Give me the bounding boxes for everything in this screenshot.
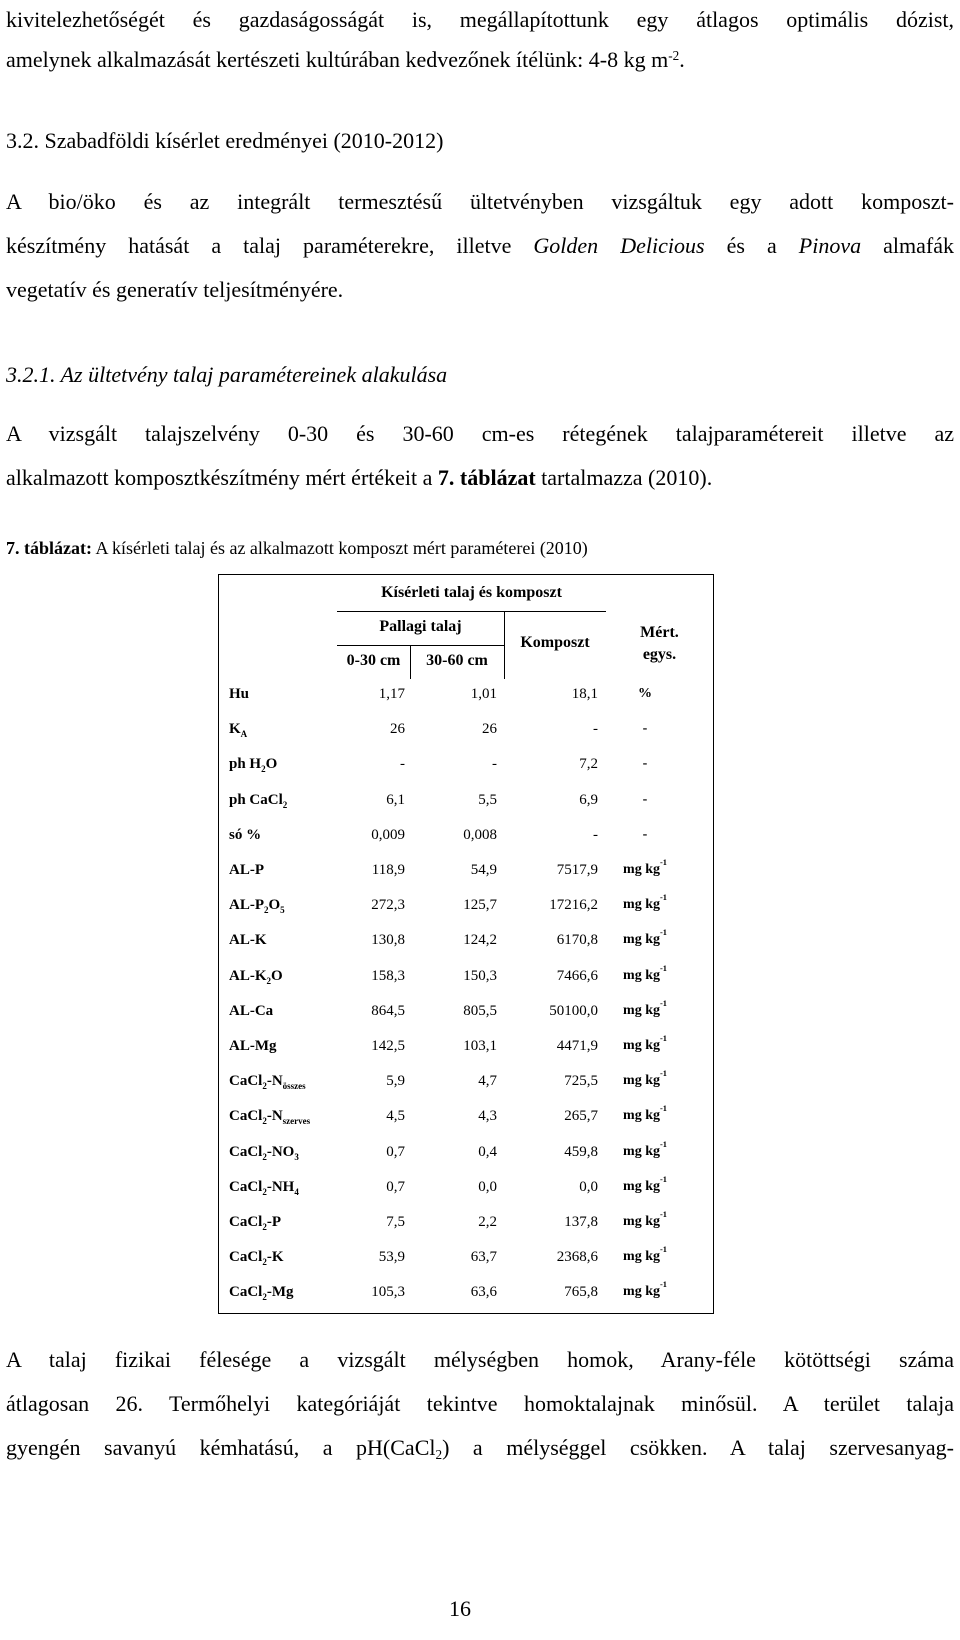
cell-30-60: 0,0	[478, 1178, 497, 1195]
cell-unit: -	[642, 826, 648, 842]
header-pallagi-talaj: Pallagi talaj	[379, 618, 462, 635]
cell-30-60: -	[492, 756, 497, 773]
cell-komposzt: 265,7	[564, 1108, 598, 1125]
cell-30-60: 4,7	[478, 1073, 497, 1090]
cell-0-30: 0,7	[386, 1143, 405, 1160]
section-title-text: 3.2. Szabadföldi kísérlet eredményei (2010-2012)	[6, 128, 444, 153]
cell-unit: mg $kg^{-1}$	[623, 998, 667, 1018]
closing-line-2	[6, 1384, 954, 1424]
cell-0-30: 1,17	[378, 686, 405, 702]
table-border-bottom	[218, 1313, 714, 1314]
cell-30-60: 125,7	[463, 897, 497, 914]
cell-komposzt: 17216,2	[549, 897, 598, 914]
row-label: $AL-P_2O_5$	[229, 897, 285, 916]
intro-text-1: kivitelezhetőségét és gazdaságosságát is, megállapítottunk egy átlagos optimális dózist,	[6, 7, 954, 32]
cell-unit: mg $kg^{-1}$	[623, 1210, 667, 1229]
cell-30-60: 2,2	[478, 1214, 497, 1230]
closing-line-3	[6, 1428, 954, 1471]
cell-komposzt: 7517,9	[556, 862, 598, 878]
cell-komposzt: 725,5	[564, 1073, 598, 1090]
cell-unit: %	[638, 686, 652, 701]
section-para-line-3	[6, 270, 954, 310]
cell-30-60: 0,008	[463, 826, 497, 843]
cell-30-60: 1,01	[470, 686, 497, 702]
row-label: CaCl$_2$-Mg	[229, 1284, 294, 1303]
section-para-line-1	[6, 182, 954, 222]
row-label: ph CaCl$_2$	[229, 791, 288, 810]
intro-superscript: -2	[668, 48, 680, 63]
row-label: só %	[229, 826, 262, 843]
subsection-para-line-1	[6, 414, 954, 454]
cell-0-30: 864,5	[371, 1002, 405, 1019]
cell-0-30: 118,9	[371, 862, 405, 878]
row-label: Hu	[229, 686, 250, 702]
cell-unit: mg $kg^{-1}$	[623, 928, 667, 948]
cell-0-30: 7,5	[386, 1214, 405, 1230]
cell-0-30: 272,3	[371, 897, 405, 914]
section-para-text-2c: almafák	[861, 233, 954, 258]
cell-30-60: 5,5	[478, 791, 497, 808]
row-label: AL-P	[229, 862, 264, 878]
cell-unit: mg $kg^{-1}$	[623, 858, 667, 877]
intro-text-2a: amelynek alkalmazását kertészeti kultúrában kedvezőnek ítélünk: 4-8 kg m	[6, 47, 669, 72]
subsection-title	[6, 362, 447, 388]
cell-unit: mg $kg^{-1}$	[623, 893, 667, 913]
table-border-left	[218, 574, 219, 1313]
subsection-para-text-1: A vizsgált talajszelvény 0-30 és 30-60 cm-es rétegének talajparamétereit illetve az	[6, 421, 954, 446]
cell-unit: mg $kg^{-1}$	[623, 1069, 667, 1089]
cell-30-60: 103,1	[463, 1038, 497, 1054]
cell-unit: -	[642, 756, 648, 772]
section-para-line-2	[6, 226, 954, 266]
row-label: CaCl$_2$-P	[229, 1214, 282, 1232]
cell-komposzt: -	[593, 721, 598, 738]
closing-line-1	[6, 1340, 954, 1380]
cell-30-60: 54,9	[470, 862, 497, 878]
table-border-right	[713, 574, 714, 1313]
cell-komposzt: 4471,9	[556, 1038, 598, 1054]
row-label: $AL-K_2O$	[229, 967, 283, 986]
cell-unit: mg $kg^{-1}$	[623, 963, 667, 983]
closing-text-3a: gyengén savanyú kémhatású, a pH(CaCl	[6, 1435, 436, 1460]
cell-30-60: 805,5	[463, 1002, 497, 1019]
cell-komposzt: 2368,6	[556, 1249, 598, 1266]
cell-30-60: 124,2	[463, 932, 497, 949]
table-caption	[6, 538, 588, 559]
cell-komposzt: 459,8	[564, 1143, 598, 1160]
subsection-para-text-2b: tartalmazza (2010).	[535, 465, 713, 490]
row-label: $CaCl_2-NH_4$	[229, 1178, 299, 1197]
section-para-text-1: A bio/öko és az integrált termesztésű ültetvényben vizsgáltuk egy adott komposzt-	[6, 189, 954, 214]
row-label: $CaCl_2-N_{összes}$	[229, 1073, 306, 1092]
table-border-top	[218, 574, 713, 575]
cell-0-30: 26	[390, 721, 405, 738]
row-label: $CaCl_2-N_{szerves}$	[229, 1108, 311, 1127]
intro-line-1	[6, 0, 954, 40]
cell-0-30: 5,9	[386, 1073, 405, 1090]
cell-0-30: -	[400, 756, 405, 773]
header-rule-2	[337, 645, 504, 646]
cell-0-30: 142,5	[371, 1038, 405, 1054]
cell-30-60: 63,7	[470, 1249, 497, 1266]
cell-0-30: 0,009	[371, 826, 405, 843]
cell-30-60: 0,4	[478, 1143, 497, 1160]
cell-unit: mg $kg^{-1}$	[623, 1139, 667, 1159]
subsection-title-text: 3.2.1. Az ültetvény talaj paramétereinek alakulása	[6, 362, 448, 387]
cell-0-30: 105,3	[371, 1284, 405, 1301]
cell-komposzt: 765,8	[564, 1284, 598, 1301]
header-komposzt: Komposzt	[520, 634, 590, 651]
row-label: ph $H_2O$	[229, 756, 278, 775]
closing-subscript: 2	[435, 1447, 443, 1462]
variety-golden-delicious: Golden Delicious	[533, 233, 705, 258]
row-label: AL-Ca	[229, 1002, 274, 1019]
cell-unit: -	[642, 721, 648, 737]
cell-unit: -	[642, 791, 648, 807]
variety-pinova: Pinova	[798, 233, 862, 258]
header-30-60-cm: 30-60 cm	[426, 652, 488, 669]
subsection-para-text-2a: alkalmazott komposztkészítmény mért értékeit a	[6, 465, 438, 490]
cell-komposzt: 6170,8	[556, 932, 598, 949]
section-title	[6, 128, 443, 154]
closing-text-1: A talaj fizikai félesége a vizsgált mélységben homok, Arany-féle kötöttségi száma	[6, 1347, 954, 1372]
header-0-30-cm: 0-30 cm	[346, 652, 401, 669]
row-label: AL-K	[229, 932, 267, 949]
cell-komposzt: 7466,6	[556, 967, 598, 984]
cell-unit: mg $kg^{-1}$	[623, 1280, 667, 1300]
cell-komposzt: 7,2	[579, 756, 598, 773]
cell-unit: mg $kg^{-1}$	[623, 1034, 667, 1053]
header-rule-1	[337, 611, 606, 612]
cell-30-60: 4,3	[478, 1108, 497, 1125]
section-para-text-2a: készítmény hatását a talaj paraméterekre, illetve	[6, 233, 534, 258]
intro-text-2b: .	[679, 47, 685, 72]
table-reference: 7. táblázat	[437, 465, 536, 490]
cell-komposzt: 50100,0	[549, 1002, 598, 1019]
cell-30-60: 26	[482, 721, 497, 738]
cell-komposzt: 0,0	[579, 1178, 598, 1195]
header-unit-2: egys.	[642, 646, 677, 663]
cell-0-30: 130,8	[371, 932, 405, 949]
table-caption-number: 7. táblázat:	[6, 538, 92, 558]
section-para-text-2b: és a	[704, 233, 799, 258]
header-unit-1: Mért.	[640, 624, 679, 641]
cell-30-60: 150,3	[463, 967, 497, 984]
cell-0-30: 158,3	[371, 967, 405, 984]
header-kiserleti-talaj: Kísérleti talaj és komposzt	[381, 584, 562, 601]
cell-komposzt: -	[593, 826, 598, 843]
row-label: $CaCl_2-NO_3$	[229, 1143, 299, 1162]
row-label: AL-Mg	[229, 1038, 277, 1054]
cell-0-30: 4,5	[386, 1108, 405, 1125]
page-number: 16	[449, 1596, 471, 1621]
cell-0-30: 0,7	[386, 1178, 405, 1195]
cell-komposzt: 137,8	[564, 1214, 598, 1230]
cell-unit: mg $kg^{-1}$	[623, 1174, 667, 1194]
section-para-text-3: vegetatív és generatív teljesítményére.	[6, 277, 344, 302]
row-label: $K_A$	[229, 721, 248, 740]
cell-komposzt: 6,9	[579, 791, 598, 808]
intro-line-2	[6, 40, 954, 80]
cell-komposzt: 18,1	[571, 686, 598, 702]
closing-text-2: átlagosan 26. Termőhelyi kategóriáját tekintve homoktalajnak minősül. A terület talaja	[6, 1391, 954, 1416]
table-caption-text: A kísérleti talaj és az alkalmazott komposzt mért paraméterei (2010)	[91, 538, 588, 558]
cell-30-60: 63,6	[470, 1284, 497, 1301]
subsection-para-line-2	[6, 458, 954, 498]
closing-text-3b: ) a mélységgel csökken. A talaj szervesanyag-	[442, 1435, 954, 1460]
cell-unit: mg $kg^{-1}$	[623, 1104, 667, 1124]
cell-0-30: 6,1	[386, 791, 405, 808]
cell-0-30: 53,9	[378, 1249, 405, 1266]
cell-unit: mg $kg^{-1}$	[623, 1245, 667, 1265]
row-label: CaCl$_2$-K	[229, 1249, 284, 1268]
